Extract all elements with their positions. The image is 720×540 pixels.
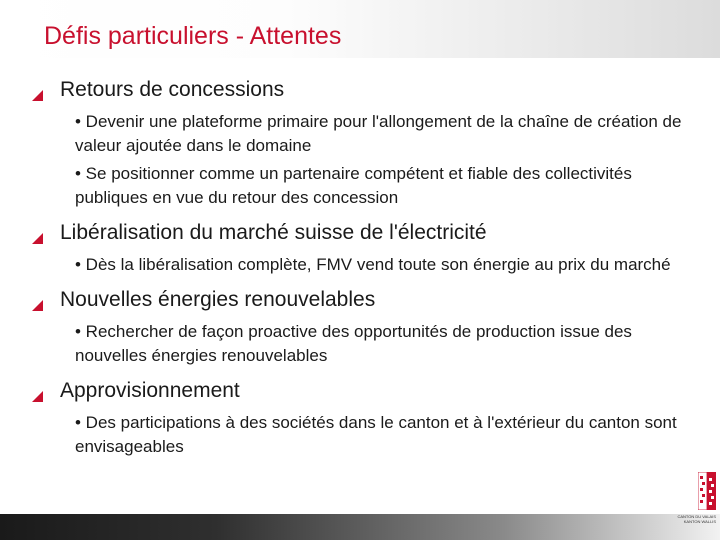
triangle-bullet-icon	[32, 300, 43, 311]
logo-line: KANTON WALLIS	[683, 519, 716, 524]
canton-logo	[660, 472, 720, 524]
section-approvisionnement	[30, 377, 690, 459]
bullet-item: • Devenir une plateforme primaire pour l'allongement de la chaîne de création de valeur ajoutée dans le domaine	[75, 112, 682, 155]
section-heading: Libéralisation du marché suisse de l'électricité	[60, 221, 487, 244]
canton-shield-icon	[698, 472, 716, 510]
triangle-bullet-icon	[32, 90, 43, 101]
triangle-bullet-icon	[32, 233, 43, 244]
triangle-bullet-icon	[32, 391, 43, 402]
bullet-item: • Dès la libéralisation complète, FMV vend toute son énergie au prix du marché	[75, 255, 671, 274]
section-retours	[30, 76, 690, 210]
section-heading: Nouvelles énergies renouvelables	[60, 288, 376, 311]
section-heading: Approvisionnement	[60, 379, 240, 402]
footer-band	[0, 514, 720, 540]
slide-content	[30, 76, 690, 463]
bullet-item: • Rechercher de façon proactive des opportunités de production issue des nouvelles énergies renouvelables	[75, 322, 632, 365]
bullet-item: • Des participations à des sociétés dans le canton et à l'extérieur du canton sont envisageables	[75, 413, 677, 456]
slide-title: Défis particuliers - Attentes	[44, 22, 342, 50]
bullet-item: • Se positionner comme un partenaire compétent et fiable des collectivités publiques en vue du retour des concession	[75, 164, 632, 207]
section-nouvelles-energies	[30, 286, 690, 368]
logo-line: CANTON DU VALAIS	[677, 514, 716, 519]
section-liberalisation	[30, 219, 690, 277]
section-heading: Retours de concessions	[60, 78, 285, 101]
